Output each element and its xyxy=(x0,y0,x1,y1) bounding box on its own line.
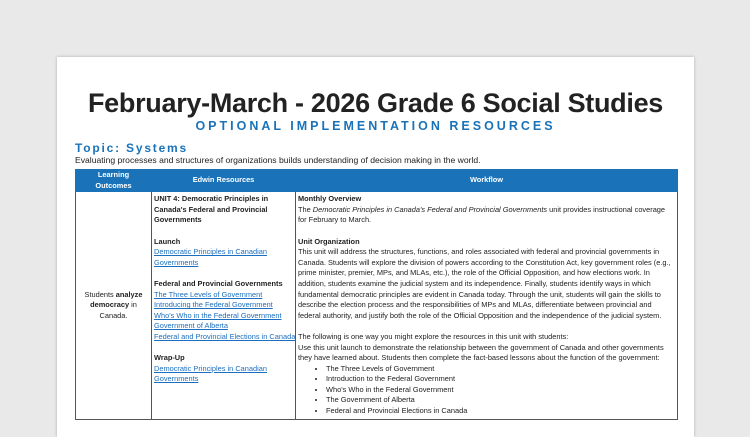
page-subtitle: OPTIONAL IMPLEMENTATION RESOURCES xyxy=(195,119,556,133)
federal-provincial-heading: Federal and Provincial Governments xyxy=(154,278,283,288)
wrap-up-heading: Wrap-Up xyxy=(154,353,185,363)
header-workflow: Workflow xyxy=(296,170,678,192)
list-item: • The Government of Alberta xyxy=(326,395,675,406)
list-item: • Federal and Provincial Elections in Canada xyxy=(326,406,675,417)
table-header-row xyxy=(76,170,678,192)
resource-link-alberta[interactable]: Government of Alberta xyxy=(154,321,228,331)
resource-link-wrap-up[interactable]: Democratic Principles in Canadian Governments xyxy=(154,363,267,384)
monthly-overview-heading: Monthly Overview xyxy=(298,194,362,204)
topic-description: Evaluating processes and structures of organizations builds understanding of decision making in the world. xyxy=(75,155,481,165)
unit-organization-heading: Unit Organization xyxy=(298,236,360,246)
launch-heading: Launch xyxy=(154,236,181,246)
document-page xyxy=(57,57,694,437)
lesson-list xyxy=(298,364,675,417)
resource-link-federal-government[interactable]: Introducing the Federal Government xyxy=(154,300,273,310)
resource-link-launch[interactable]: Democratic Principles in Canadian Governments xyxy=(154,247,267,267)
resource-link-whos-who[interactable]: Who's Who in the Federal Government xyxy=(154,310,282,320)
outcome-concept: democracy xyxy=(90,300,130,310)
learning-outcome-cell: Students analyze democracy in Canada. xyxy=(76,192,152,419)
resources-table xyxy=(75,169,678,420)
list-item: • Who's Who in the Federal Government xyxy=(326,385,675,396)
header-edwin-resources: Edwin Resources xyxy=(152,170,296,192)
outcome-verb: analyze xyxy=(115,289,143,299)
workflow-cell xyxy=(296,192,678,419)
edwin-resources-cell xyxy=(152,192,296,419)
exploration-intro: The following is one way you might explore the resources in this unit with students: xyxy=(298,331,569,341)
monthly-overview-text: The Democratic Principles in Canada's Federal and Provincial Governments unit provides instructional coverage for February to March. xyxy=(298,204,666,225)
unit-organization-text: This unit will address the structures, functions, and roles associated with federal and provincial governments in Canada. Students will explore the division of powers according to the Constitution Act, key government roles (e.g., prime minister, premier, MPs, and MLAs, etc.), the role of the Official Opposition, and how elections work. In addition, students examine the judicial system and its independence. Finally, students identify ways in which fundamental democratic principles are evident in Canada today. Through the unit, students will gain the skills to describe the election process and the responsibilities of MPs and MLAs, differentiate between provincial and federal authority, and justify both the role of the Official Opposition and the independence of the judicial system. xyxy=(298,247,671,320)
list-item: • Introduction to the Federal Government xyxy=(326,374,675,385)
header-learning-outcomes: Learning Outcomes xyxy=(76,170,152,192)
list-item: • The Three Levels of Government xyxy=(326,364,675,375)
table-row xyxy=(76,192,678,419)
page-title: February-March - 2026 Grade 6 Social Studies xyxy=(87,88,664,118)
unit-title: UNIT 4: Democratic Principles in Canada's Federal and Provincial Governments xyxy=(154,194,269,225)
launch-description: Use this unit launch to demonstrate the relationship between the government of Canada and other governments they have learned about. Students then complete the fact-based lessons about the function of the government: xyxy=(298,342,664,363)
topic-heading: Topic: Systems xyxy=(75,141,189,155)
resource-link-three-levels[interactable]: The Three Levels of Government xyxy=(154,289,263,299)
resource-link-elections[interactable]: Federal and Provincial Elections in Canada xyxy=(154,331,296,341)
